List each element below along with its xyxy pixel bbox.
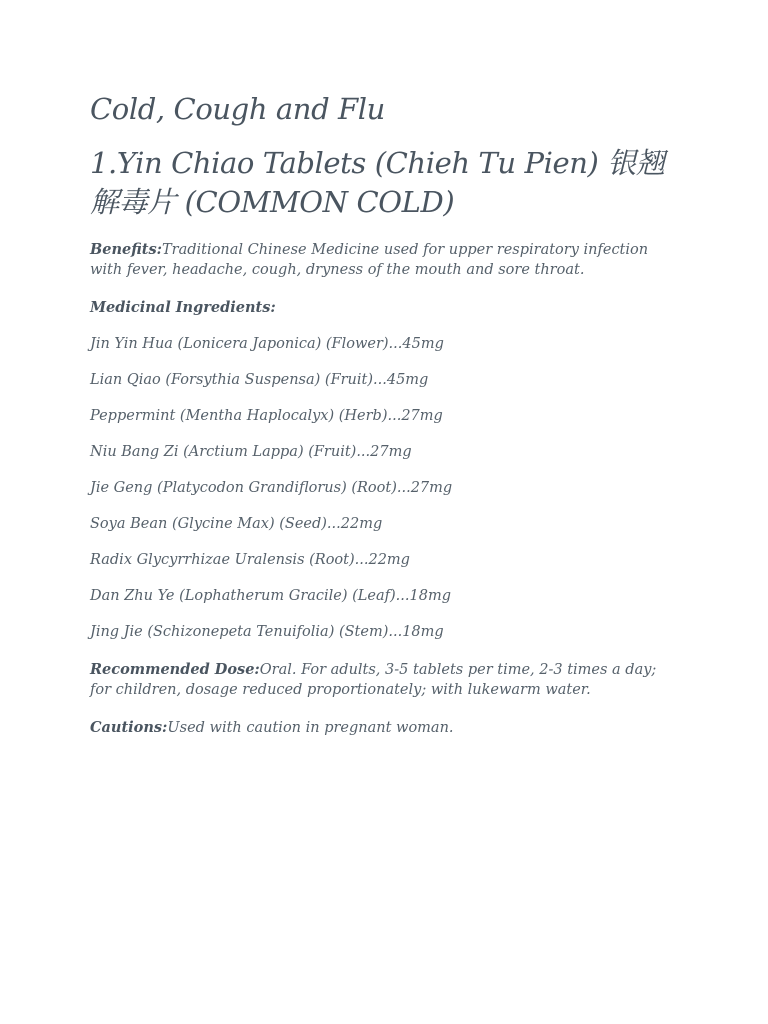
- ingredient-item: Jing Jie (Schizonepeta Tenuifolia) (Stem)...18mg: [90, 624, 444, 640]
- ingredients-label: Medicinal Ingredients:: [90, 299, 276, 316]
- dose-paragraph: [90, 660, 680, 700]
- ingredient-item: Peppermint (Mentha Haplocalyx) (Herb)...27mg: [90, 408, 443, 424]
- ingredient-item: Dan Zhu Ye (Lophatherum Gracile) (Leaf)...18mg: [90, 588, 451, 604]
- dose-text: Oral. For adults, 3-5 tablets per time, 2-3 times a day; for children, dosage reduced proportionately; with lukewarm water.: [90, 662, 657, 698]
- ingredient-item: Niu Bang Zi (Arctium Lappa) (Fruit)...27mg: [90, 444, 412, 460]
- ingredients-heading: [90, 298, 680, 318]
- ingredient-item: Jie Geng (Platycodon Grandiflorus) (Root)...27mg: [90, 480, 453, 496]
- product-title: 1.Yin Chiao Tablets (Chieh Tu Pien) 银翘解毒片 (COMMON COLD): [90, 146, 665, 219]
- dose-label: Recommended Dose:: [90, 661, 260, 678]
- ingredient-item: Lian Qiao (Forsythia Suspensa) (Fruit)...45mg: [90, 372, 429, 388]
- benefits-label: Benefits:: [90, 241, 163, 258]
- ingredients-list: [90, 334, 680, 642]
- ingredient-item: Radix Glycyrrhizae Uralensis (Root)...22mg: [90, 552, 410, 568]
- section-title: Cold, Cough and Flu: [90, 92, 385, 126]
- benefits-text: Traditional Chinese Medicine used for upper respiratory infection with fever, headache, cough, dryness of the mouth and sore throat.: [90, 242, 649, 278]
- benefits-paragraph: [90, 240, 680, 280]
- cautions-text: Used with caution in pregnant woman.: [167, 720, 454, 736]
- ingredient-item: Jin Yin Hua (Lonicera Japonica) (Flower)...45mg: [90, 336, 444, 352]
- document-page: [90, 90, 680, 738]
- cautions-paragraph: [90, 718, 680, 738]
- cautions-label: Cautions:: [90, 719, 168, 736]
- ingredient-item: Soya Bean (Glycine Max) (Seed)...22mg: [90, 516, 383, 532]
